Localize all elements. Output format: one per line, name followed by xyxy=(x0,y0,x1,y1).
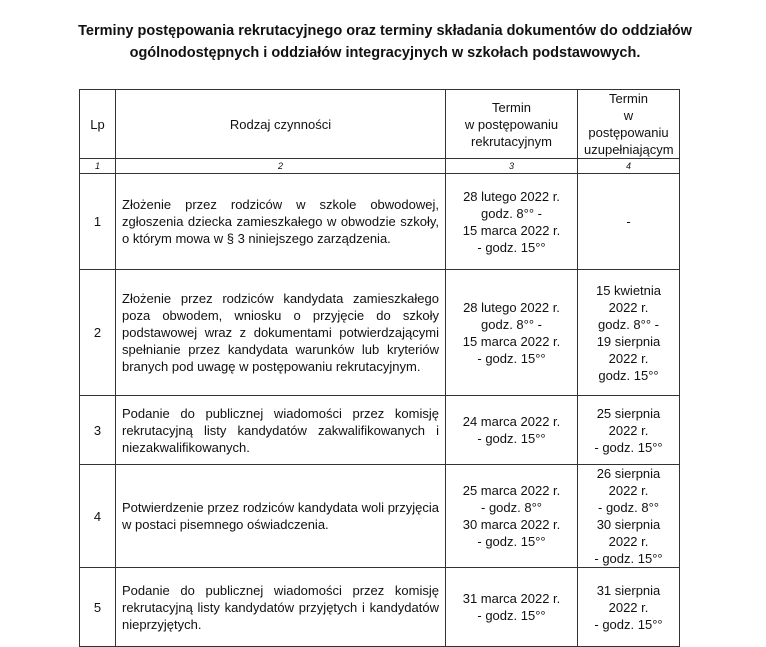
row-description: Podanie do publicznej wiadomości przez komisję rekrutacyjną listy kandydatów przyjętych i kandydatów nieprzyjętych. xyxy=(116,568,446,647)
row-term-recruitment xyxy=(446,270,578,396)
table-row xyxy=(80,174,680,270)
row-lp: 3 xyxy=(80,396,116,465)
term-line: - godz. 15°° xyxy=(477,350,546,366)
row-lp: 5 xyxy=(80,568,116,647)
row-term-supplementary xyxy=(578,568,680,647)
term-line: godz. 8°° - xyxy=(598,316,659,332)
title-line-1: Terminy postępowania rekrutacyjnego oraz terminy składania dokumentów do oddziałów xyxy=(78,23,692,39)
term-line: 24 marca 2022 r. xyxy=(462,414,561,429)
term-line: 15 kwietnia 2022 r. xyxy=(595,282,662,315)
row-term-supplementary xyxy=(578,174,680,270)
header-line: Termin xyxy=(608,91,648,106)
term-line: 25 marca 2022 r. xyxy=(462,483,561,498)
row-term-supplementary xyxy=(578,396,680,465)
row-lp: 2 xyxy=(80,270,116,396)
table-row xyxy=(80,396,680,465)
row-term-recruitment xyxy=(446,396,578,465)
header-rodzaj: Rodzaj czynności xyxy=(116,90,446,159)
term-line: 15 marca 2022 r. xyxy=(462,333,561,349)
term-line: 15 marca 2022 r. xyxy=(462,222,561,238)
header-termin-rekrutacyjny xyxy=(446,90,578,159)
term-line: - godz. 15°° xyxy=(477,431,546,446)
document-title xyxy=(60,20,710,64)
column-number: 1 xyxy=(80,159,116,174)
term-line: 31 marca 2022 r. xyxy=(462,591,561,606)
term-line: godz. 15°° xyxy=(598,367,659,383)
row-description: Złożenie przez rodziców kandydata zamieszkałego poza obwodem, wniosku o przyjęcie do szkoły podstawowej wraz z dokumentami potwierdzającymi spełnianie przez kandydata warunków lub kryteriów branych pod uwagę w postępowaniu rekrutacyjnym. xyxy=(116,270,446,396)
row-description: Podanie do publicznej wiadomości przez komisję rekrutacyjną listy kandydatów zakwalifikowanych i niezakwalifikowanych. xyxy=(116,396,446,465)
term-line: 31 sierpnia 2022 r. xyxy=(596,582,661,615)
table-header-row xyxy=(80,90,680,159)
term-line: - godz. 15°° xyxy=(594,616,663,632)
term-line: - godz. 15°° xyxy=(477,608,546,623)
term-line: godz. 8°° - xyxy=(481,316,542,332)
term-line: 28 lutego 2022 r. xyxy=(463,188,560,204)
row-description: Potwierdzenie przez rodziców kandydata woli przyjęcia w postaci pisemnego oświadczenia. xyxy=(116,465,446,568)
row-lp: 4 xyxy=(80,465,116,568)
row-term-recruitment xyxy=(446,174,578,270)
term-line: 25 sierpnia 2022 r. xyxy=(596,405,661,438)
column-number: 3 xyxy=(446,159,578,174)
row-term-supplementary xyxy=(578,465,680,568)
title-line-2: ogólnodostępnych i oddziałów integracyjnych w szkołach podstawowych. xyxy=(129,45,641,61)
column-number: 2 xyxy=(116,159,446,174)
term-line: - godz. 15°° xyxy=(594,551,663,566)
term-line: - xyxy=(626,214,631,229)
header-line: rekrutacyjnym xyxy=(471,133,552,149)
table-row xyxy=(80,270,680,396)
term-line: 30 sierpnia 2022 r. xyxy=(596,517,661,549)
table-row xyxy=(80,568,680,647)
term-line: - godz. 15°° xyxy=(477,534,546,549)
row-term-recruitment xyxy=(446,465,578,568)
row-lp: 1 xyxy=(80,174,116,270)
header-termin-uzupelniajacy xyxy=(578,90,680,159)
term-line: - godz. 15°° xyxy=(594,439,663,455)
term-line: 19 sierpnia 2022 r. xyxy=(596,333,661,366)
term-line: 26 sierpnia 2022 r. xyxy=(596,466,661,498)
term-line: 30 marca 2022 r. xyxy=(462,517,561,532)
term-line: - godz. 8°° xyxy=(481,500,542,515)
header-lp: Lp xyxy=(80,90,116,159)
row-description: Złożenie przez rodziców w szkole obwodowej, zgłoszenia dziecka zamieszkałego w obwodzie szkoły, o którym mowa w § 3 niniejszego zarządzenia. xyxy=(116,174,446,270)
row-term-recruitment xyxy=(446,568,578,647)
term-line: - godz. 15°° xyxy=(477,239,546,255)
row-term-supplementary xyxy=(578,270,680,396)
header-line: Termin xyxy=(491,99,531,115)
term-line: 28 lutego 2022 r. xyxy=(463,299,560,315)
term-line: godz. 8°° - xyxy=(481,205,542,221)
term-line: - godz. 8°° xyxy=(598,500,659,515)
table-row xyxy=(80,465,680,568)
column-number-row xyxy=(80,159,680,174)
header-line: w postępowaniu xyxy=(588,108,669,140)
column-number: 4 xyxy=(578,159,680,174)
header-line: w postępowaniu xyxy=(464,116,559,132)
header-line: uzupełniającym xyxy=(584,142,674,157)
schedule-table xyxy=(79,89,680,647)
